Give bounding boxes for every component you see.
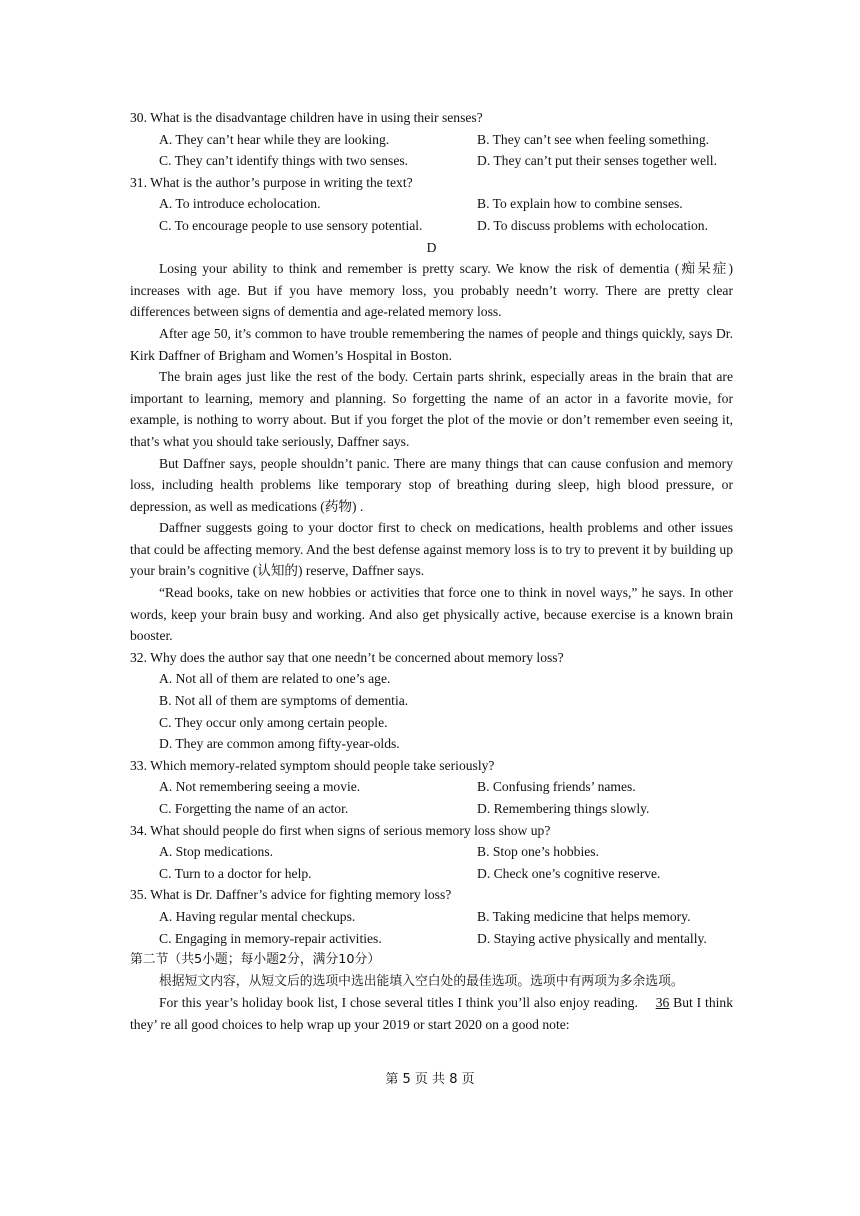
option-35-d: D. Staying active physically and mentally.	[477, 930, 707, 946]
option-32-a: A. Not all of them are related to one’s age.	[159, 671, 391, 687]
question-31-stem: 31. What is the author’s purpose in writing the text?	[130, 174, 413, 190]
passage-paragraph-4: But Daffner says, people shouldn’t panic. There are many things that can cause confusion and memory loss, including health problems like temporary stop of breathing during sleep, high blood pressure, or depression, as well as medications (药物) .	[130, 455, 733, 514]
question-30-stem: 30. What is the disadvantage children have in using their senses?	[130, 110, 483, 125]
page-content	[130, 107, 733, 1036]
question-33-stem: 33. Which memory-related symptom should people take seriously?	[130, 757, 495, 773]
question-33-options-row-2	[130, 798, 733, 820]
option-33-c: C. Forgetting the name of an actor.	[159, 801, 349, 816]
section-2-intro-text-2: But I think they’ re all good choices to help wrap up your 2019 or start 2020 on a good note:	[130, 995, 733, 1032]
question-34-options-row-2	[130, 863, 733, 885]
passage-paragraph-3: The brain ages just like the rest of the body. Certain parts shrink, especially areas in the brain that are important to learning, memory and planning. So forgetting the name of an actor in a favorite movie, for example, is nothing to worry about. But if you forget the plot of the movie or don’t remember even seeing it, that’s what you should take seriously, Daffner says.	[130, 369, 733, 449]
question-35-stem: 35. What is Dr. Daffner’s advice for fighting memory loss?	[130, 887, 452, 903]
option-32-b: B. Not all of them are symptoms of dementia.	[159, 693, 409, 709]
section-2-heading: 第二节（共5小题；每小题2分，满分10分）	[130, 952, 381, 968]
option-32-c: C. They occur only among certain people.	[159, 714, 388, 730]
option-30-d: D. They can’t put their senses together well.	[477, 153, 717, 169]
passage-paragraph-2: After age 50, it’s common to have trouble remembering the names of people and things quickly, says Dr. Kirk Daffner of Brigham and Women’s Hospital in Boston.	[130, 325, 733, 363]
option-33-a: A. Not remembering seeing a movie.	[159, 779, 361, 795]
section-2-intro-text: For this year’s holiday book list, I chose several titles I think you’ll also enjoy reading.	[159, 995, 638, 1011]
page-footer: 第 5 页 共 8 页	[385, 1072, 475, 1087]
question-34-options-row-1	[130, 841, 733, 863]
passage-paragraph-6: “Read books, take on new hobbies or activities that force one to think in novel ways,” he says. In other words, keep your brain busy and working. And also get physically active, because exercise is a known brain booster.	[130, 585, 733, 644]
option-34-b: B. Stop one’s hobbies.	[477, 844, 599, 860]
option-33-d: D. Remembering things slowly.	[477, 801, 650, 816]
option-35-c: C. Engaging in memory-repair activities.	[159, 930, 382, 946]
option-30-a: A. They can’t hear while they are looking.	[159, 131, 390, 147]
option-31-b: B. To explain how to combine senses.	[477, 196, 683, 212]
question-33-options-row-1	[130, 776, 733, 798]
section-2-instruction: 根据短文内容，从短文后的选项中选出能填入空白处的最佳选项。选项中有两项为多余选项。	[159, 973, 684, 989]
option-34-a: A. Stop medications.	[159, 844, 274, 860]
passage-paragraph-5: Daffner suggests going to your doctor first to check on medications, health problems and other issues that could be affecting memory. And the best defense against memory loss is to try to prevent it by building up your brain’s cognitive (认知的) reserve, Daffner says.	[130, 520, 733, 579]
option-35-b: B. Taking medicine that helps memory.	[477, 908, 691, 924]
option-35-a: A. Having regular mental checkups.	[159, 908, 356, 924]
option-34-d: D. Check one’s cognitive reserve.	[477, 865, 661, 881]
option-30-b: B. They can’t see when feeling something.	[477, 131, 710, 147]
question-31-options-row-1	[130, 193, 733, 215]
question-31-options-row-2	[130, 215, 733, 237]
blank-36: 36	[655, 995, 670, 1011]
question-35-options-row-1	[130, 906, 733, 928]
option-34-c: C. Turn to a doctor for help.	[159, 865, 312, 881]
section-2-intro	[130, 992, 733, 1035]
question-34-stem: 34. What should people do first when signs of serious memory loss show up?	[130, 822, 551, 838]
option-31-c: C. To encourage people to use sensory potential.	[159, 217, 423, 233]
passage-paragraph-1: Losing your ability to think and remember is pretty scary. We know the risk of dementia (痴呆症) increases with age. But if you have memory loss, you probably needn’t worry. There are pretty clear differences between signs of dementia and age-related memory loss.	[130, 261, 733, 320]
option-31-d: D. To discuss problems with echolocation.	[477, 217, 708, 233]
question-32-stem: 32. Why does the author say that one needn’t be concerned about memory loss?	[130, 649, 564, 665]
option-30-c: C. They can’t identify things with two senses.	[159, 153, 409, 169]
question-35-options-row-2	[130, 928, 733, 950]
option-33-b: B. Confusing friends’ names.	[477, 779, 636, 795]
option-32-d: D. They are common among fifty-year-olds.	[159, 736, 400, 752]
question-30-options-row-1	[130, 129, 733, 151]
option-31-a: A. To introduce echolocation.	[159, 196, 321, 212]
passage-letter: D	[426, 239, 437, 255]
question-30-options-row-2	[130, 150, 733, 172]
